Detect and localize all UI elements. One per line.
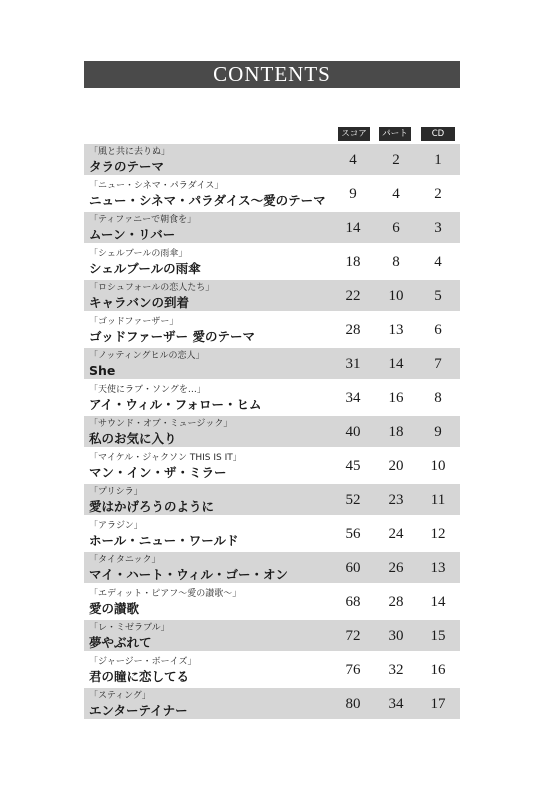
part-page: 28 <box>388 594 404 610</box>
part-page: 20 <box>388 458 404 474</box>
cd-track-number: 2 <box>434 186 442 202</box>
cd-track-number: 17 <box>430 696 446 712</box>
cd-track-number: 3 <box>434 220 442 236</box>
score-page: 14 <box>345 220 361 236</box>
contents-entry[interactable] <box>84 178 460 209</box>
origin-title: 「スティング」 <box>89 691 151 701</box>
contents-entry[interactable] <box>84 280 460 311</box>
contents-entry[interactable] <box>84 620 460 651</box>
song-title: エンターテイナー <box>89 703 188 718</box>
cd-track-number: 15 <box>430 628 446 644</box>
part-page: 14 <box>388 356 404 372</box>
contents-table <box>84 144 460 722</box>
part-page: 24 <box>388 526 404 542</box>
part-page: 23 <box>388 492 404 508</box>
cd-track-number: 13 <box>430 560 446 576</box>
cd-track-number: 6 <box>434 322 442 338</box>
origin-title: 「ニュー・シネマ・パラダイス」 <box>89 181 224 191</box>
part-page: 30 <box>388 628 404 644</box>
song-title: 私のお気に入り <box>89 431 177 446</box>
score-page: 22 <box>345 288 361 304</box>
origin-title: 「タイタニック」 <box>89 555 161 565</box>
origin-title: 「レ・ミゼラブル」 <box>89 623 170 633</box>
origin-title: 「ロシュフォールの恋人たち」 <box>89 283 215 293</box>
contents-title: CONTENTS <box>84 61 460 88</box>
cd-track-number: 14 <box>430 594 446 610</box>
origin-title: 「ジャージー・ボーイズ」 <box>89 657 197 667</box>
part-page: 2 <box>392 152 400 168</box>
contents-entry[interactable] <box>84 552 460 583</box>
score-page: 68 <box>345 594 361 610</box>
origin-title: 「エディット・ピアフ～愛の讃歌～」 <box>89 589 242 599</box>
origin-title: 「マイケル・ジャクソン THIS IS IT」 <box>89 453 242 463</box>
contents-entry[interactable] <box>84 314 460 345</box>
part-page: 8 <box>392 254 400 270</box>
contents-entry[interactable] <box>84 416 460 447</box>
origin-title: 「シェルブールの雨傘」 <box>89 249 188 259</box>
part-page: 16 <box>388 390 404 406</box>
score-page: 76 <box>345 662 361 678</box>
origin-title: 「ゴッドファーザー」 <box>89 317 179 327</box>
score-page: 72 <box>345 628 361 644</box>
origin-title: 「プリシラ」 <box>89 487 143 497</box>
cd-track-number: 16 <box>430 662 446 678</box>
score-page: 80 <box>345 696 361 712</box>
cd-track-number: 10 <box>430 458 446 474</box>
contents-entry[interactable] <box>84 586 460 617</box>
score-page: 45 <box>345 458 361 474</box>
song-title: 愛の讃歌 <box>89 601 140 616</box>
song-title: シェルブールの雨傘 <box>89 261 201 276</box>
part-page: 34 <box>388 696 404 712</box>
cd-track-number: 5 <box>434 288 442 304</box>
song-title: ムーン・リバー <box>89 227 176 242</box>
contents-entry[interactable] <box>84 212 460 243</box>
contents-entry[interactable] <box>84 450 460 481</box>
contents-entry[interactable] <box>84 654 460 685</box>
part-page: 6 <box>392 220 400 236</box>
origin-title: 「アラジン」 <box>89 521 143 531</box>
cd-track-number: 11 <box>430 492 446 508</box>
score-page: 4 <box>349 152 357 168</box>
column-header-score: スコア <box>338 127 370 141</box>
song-title: She <box>89 363 116 378</box>
song-title: マイ・ハート・ウィル・ゴー・オン <box>89 567 289 582</box>
contents-entry[interactable] <box>84 348 460 379</box>
part-page: 4 <box>392 186 400 202</box>
song-title: 夢やぶれて <box>89 635 152 650</box>
score-page: 34 <box>345 390 361 406</box>
part-page: 10 <box>388 288 404 304</box>
song-title: マン・イン・ザ・ミラー <box>89 465 227 480</box>
column-header-cd-track: CD <box>421 127 455 141</box>
contents-entry[interactable] <box>84 688 460 719</box>
origin-title: 「ノッティングヒルの恋人」 <box>89 351 205 361</box>
contents-entry[interactable] <box>84 144 460 175</box>
cd-track-number: 7 <box>434 356 442 372</box>
part-page: 32 <box>388 662 404 678</box>
song-title: ゴッドファーザー 愛のテーマ <box>89 329 255 344</box>
part-page: 26 <box>388 560 404 576</box>
song-title: タラのテーマ <box>89 159 165 174</box>
song-title: ホール・ニュー・ワールド <box>89 533 239 548</box>
contents-entry[interactable] <box>84 382 460 413</box>
score-page: 60 <box>345 560 361 576</box>
cd-track-number: 1 <box>434 152 442 168</box>
song-title: 君の瞳に恋してる <box>89 669 190 684</box>
part-page: 18 <box>388 424 404 440</box>
score-page: 28 <box>345 322 361 338</box>
score-page: 52 <box>345 492 361 508</box>
cd-track-number: 8 <box>434 390 442 406</box>
origin-title: 「サウンド・オブ・ミュージック」 <box>89 419 233 429</box>
song-title: キャラバンの到着 <box>89 295 190 310</box>
song-title: アイ・ウィル・フォロー・ヒム <box>89 397 262 412</box>
contents-entry[interactable] <box>84 484 460 515</box>
song-title: ニュー・シネマ・パラダイス～愛のテーマ <box>89 193 326 208</box>
score-page: 9 <box>349 186 357 202</box>
origin-title: 「天使にラブ・ソングを…」 <box>89 385 206 395</box>
contents-entry[interactable] <box>84 246 460 277</box>
column-header-part: パート <box>379 127 411 141</box>
origin-title: 「ティファニーで朝食を」 <box>89 215 197 225</box>
score-page: 56 <box>345 526 361 542</box>
part-page: 13 <box>388 322 404 338</box>
cd-track-number: 12 <box>430 526 446 542</box>
cd-track-number: 4 <box>434 254 442 270</box>
score-page: 31 <box>345 356 361 372</box>
contents-entry[interactable] <box>84 518 460 549</box>
score-page: 18 <box>345 254 361 270</box>
song-title: 愛はかげろうのように <box>89 499 215 514</box>
score-page: 40 <box>345 424 361 440</box>
cd-track-number: 9 <box>434 424 442 440</box>
origin-title: 「風と共に去りぬ」 <box>89 147 171 157</box>
